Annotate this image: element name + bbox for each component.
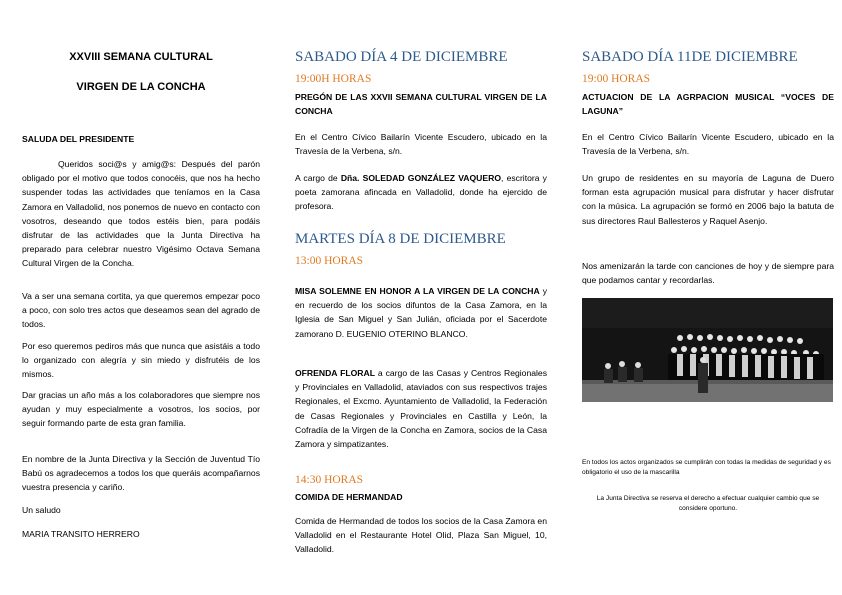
changes-note: La Junta Directiva se reserva el derecho a efectuar cualquier cambio que se considere oportuno. [596, 495, 820, 513]
day-heading-2: MARTES DÍA 8 DE DICIEMBRE [295, 231, 506, 247]
event-1-title: PREGÓN DE LAS XXVII SEMANA CULTURAL VIRGEN DE LA CONCHA [295, 92, 547, 117]
event-3 [295, 366, 547, 451]
paragraph-4: Dar gracias un año más a los colaboradores que siempre nos ayudan y muy especialmente a vosotros, los socios, por seguir formando parte de esta gran familia. [22, 390, 260, 429]
event-2-title: MISA SOLEMNE EN HONOR A LA VIRGEN DE LA CONCHA [295, 286, 540, 296]
time-3: 14:30 HORAS [295, 474, 364, 486]
day-heading-1: SABADO DÍA 4 DE DICIEMBRE [295, 49, 508, 65]
paragraph-3: Por eso queremos pediros más que nunca que asistáis a todo lo organizado con alegría y sin miedo y disfrutéis de los mismos. [22, 341, 260, 380]
event-4-title: COMIDA DE HERMANDAD [295, 492, 403, 502]
safety-note: En todos los actos organizados se cumplirán con todas la medidas de seguridad y es obligatorio el uso de la mascarilla [582, 459, 831, 477]
title-line-1: XXVIII SEMANA CULTURAL [69, 51, 213, 63]
concert-desc: Un grupo de residentes en su mayoría de Laguna de Duero forman esta agrupación musical para disfrutar y hacer disfrutar con la música. La agrupación se formó en 2006 bajo la batuta de sus directores Raul Ballesteros y Raquel Asenjo. [582, 173, 834, 226]
event-1-pre: A cargo de [295, 173, 341, 183]
event-2-text: y en recuerdo de los socios difuntos de la Casa Zamora, en la Iglesia de San Miguel y San Julián, oficiada por el Sacerdote zamorano D. EUGENIO OTERINO BLANCO. [295, 286, 547, 339]
time-1: 19:00H HORAS [295, 73, 372, 85]
closing: Un saludo [22, 505, 61, 515]
paragraph-2: Va a ser una semana cortita, ya que queremos empezar poco a poco, con solo tres actos que deseamos sean del agrado de todos. [22, 291, 260, 330]
section-heading: SALUDA DEL PRESIDENTE [22, 134, 135, 144]
signature: MARIA TRANSITO HERRERO [22, 529, 140, 539]
time-4: 19:00 HORAS [582, 73, 651, 85]
event-1-speaker: Dña. SOLEDAD GONZÁLEZ VAQUERO [340, 173, 502, 183]
time-2: 13:00 HORAS [295, 255, 364, 267]
concert-desc-2: Nos amenizarán la tarde con canciones de hoy y de siempre para que podamos cantar y recordarlas. [582, 261, 834, 286]
day-heading-3: SABADO DÍA 11DE DICIEMBRE [582, 49, 798, 65]
event-3-text: a cargo de las Casas y Centros Regionales y Provinciales en Valladolid, ataviados con sus respectivos trajes Regionales, el Excmo. Ayuntamiento de Valladolid, la Federación de Casas Regionales y Provinciales en Castilla y León, la Cofradía de la Virgen de la Concha en Zamora, socios de la Casa Zamora y simpatizantes. [295, 368, 547, 450]
title-line-2: VIRGEN DE LA CONCHA [76, 81, 206, 93]
event-4-text: Comida de Hermandad de todos los socios de la Casa Zamora en Valladolid en el Restaurante Hotel Olid, Plaza San Miguel, 10, Valladolid. [295, 516, 547, 555]
concert-place: En el Centro Cívico Bailarín Vicente Escudero, ubicado en la Travesía de la Verbena, s/n. [582, 132, 834, 157]
choir-photo-illustration [582, 298, 833, 402]
choir-photo [582, 298, 833, 402]
event-1-post: , escritora y poeta zamorana afincada en Valladolid, donde ha ejercido de profesora. [295, 173, 547, 212]
paragraph-1: Queridos soci@s y amig@s: Después del parón obligado por el motivo que todos conocéis, que nos ha hecho suspender todas las actividades que teníamos en la Casa Zamora en Valladolid, nos ponemos de nuevo en contacto con vosotros, deseando que todos estéis bien, para podáis disfrutar de las actividades que la Junta Directiva ha preparado para celebrar nuestro Vigésimo Octava Semana Cultural Virgen de la Concha. [22, 159, 260, 269]
event-2 [295, 284, 547, 341]
event-1-place: En el Centro Cívico Bailarín Vicente Escudero, ubicado en la Travesía de la Verbena, s/n. [295, 132, 547, 157]
event-3-title: OFRENDA FLORAL [295, 368, 375, 378]
concert-title: ACTUACION DE LA AGRPACION MUSICAL “VOCES DE LAGUNA” [582, 92, 834, 117]
paragraph-5: En nombre de la Junta Directiva y la Sección de Juventud Tío Babú os agradecemos a todos los que queráis acompañarnos vuestra presencia y cariño. [22, 454, 260, 493]
event-1-desc [295, 171, 547, 214]
